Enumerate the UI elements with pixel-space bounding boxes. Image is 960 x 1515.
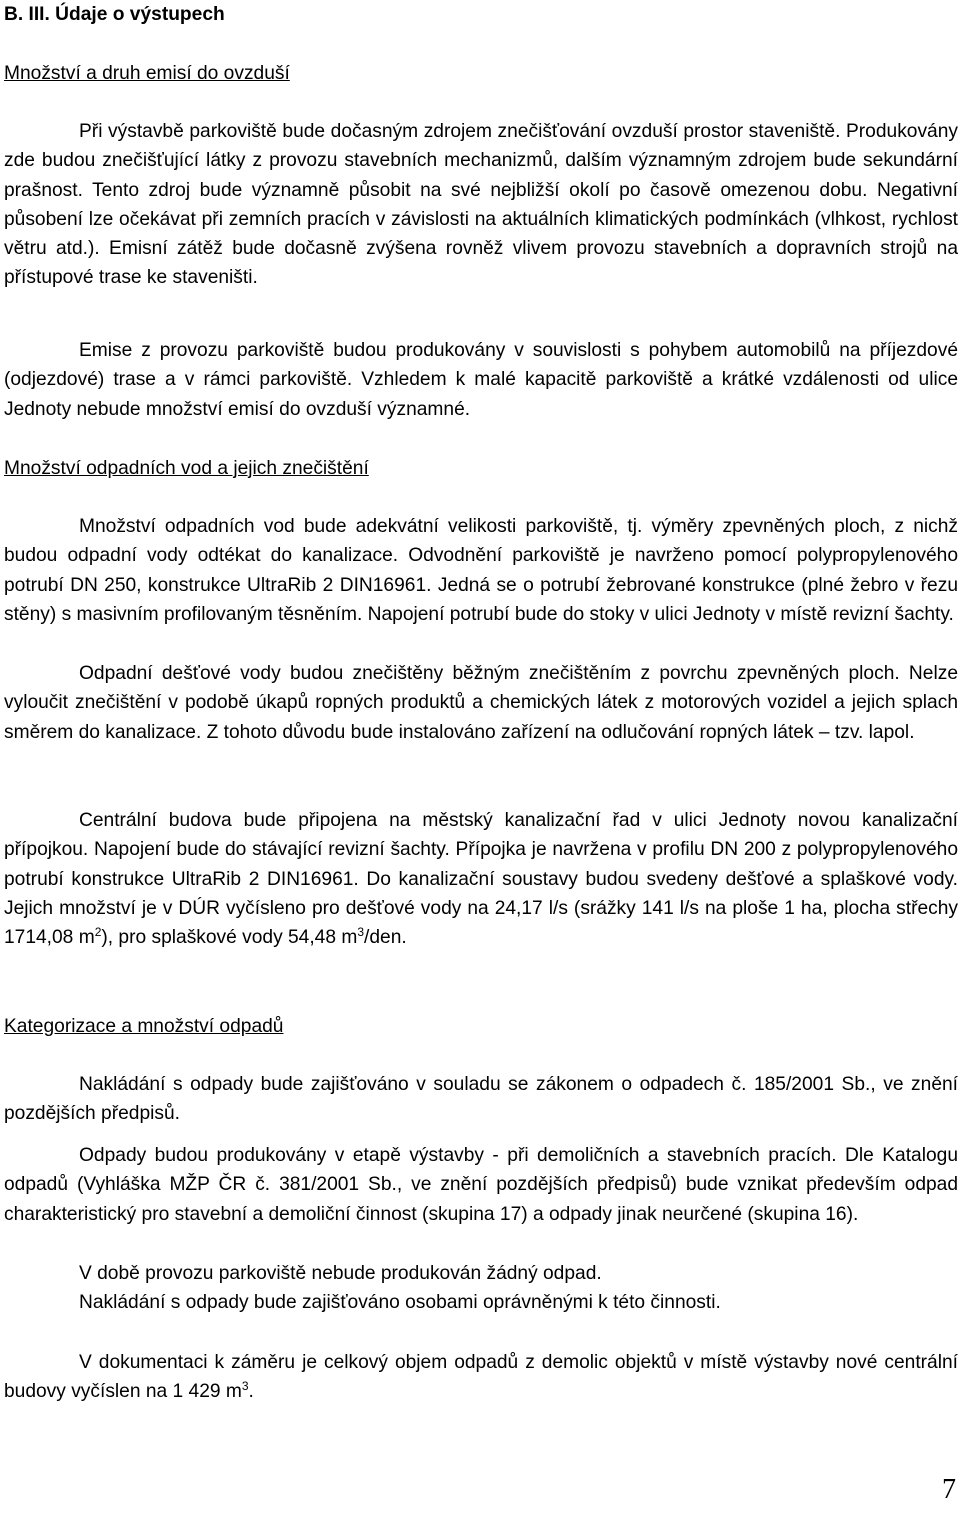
waste-paragraph-1: Nakládání s odpady bude zajišťováno v souladu se zákonem o odpadech č. 185/2001 Sb., ve znění pozdějších předpisů.	[4, 1074, 958, 1125]
section-heading: B. III. Údaje o výstupech	[4, 4, 225, 25]
emissions-heading: Množství a druh emisí do ovzduší	[4, 63, 290, 84]
wastewater-paragraph-1: Množství odpadních vod bude adekvátní velikosti parkoviště, tj. výměry zpevněných ploch, z nichž budou odpadní vody odtékat do kanalizace. Odvodnění parkoviště je navrženo pomocí polypropylenového potrubí DN 250, konstrukce UltraRib 2 DIN16961. Jedná se o potrubí žebrované konstrukce (plné žebro v řezu stěny) s masivním profilovaným těsněním. Napojení potrubí bude do stoky v ulici Jednoty v místě revizní šachty.	[4, 516, 958, 625]
wastewater-paragraph-3: Centrální budova bude připojena na městský kanalizační řad v ulici Jednoty novou kanalizační přípojkou. Napojení bude do stávající revizní šachty. Přípojka je navržena v profilu DN 200 z polypropylenového potrubí konstrukce UltraRib 2 DIN16961. Do kanalizační soustavy budou svedeny dešťové a splaškové vody. Jejich množství je v DÚR vyčísleno pro dešťové vody na 24,17 l/s (srážky 141 l/s na ploše 1 ha, plocha střechy 1714,08 $m^2$), pro splaškové vody 54,48 $m^3$/den.	[4, 810, 958, 949]
waste-paragraph-4: Nakládání s odpady bude zajišťováno osobami oprávněnými k této činnosti.	[79, 1292, 721, 1313]
waste-paragraph-2: Odpady budou produkovány v etapě výstavby - při demoličních a stavebních pracích. Dle Katalogu odpadů (Vyhláška MŽP ČR č. 381/2001 Sb., ve znění pozdějších předpisů) bude vznikat především odpad charakteristický pro stavební a demoliční činnost (skupina 17) a odpady jinak neurčené (skupina 16).	[4, 1145, 958, 1225]
wastewater-heading: Množství odpadních vod a jejich znečištění	[4, 458, 369, 479]
emissions-paragraph-1: Při výstavbě parkoviště bude dočasným zdrojem znečišťování ovzduší prostor staveniště. Produkovány zde budou znečišťující látky z provozu stavebních mechanizmů, dalším významným zdrojem bude sekundární prašnost. Tento zdroj bude významně působit na své nejbližší okolí po časově omezenou dobu. Negativní působení lze očekávat při zemních pracích v závislosti na aktuálních klimatických podmínkách (vlhkost, rychlost větru atd.). Emisní zátěž bude dočasně zvýšena rovněž vlivem provozu stavebních a dopravních strojů na přístupové trase ke staveništi.	[4, 121, 958, 289]
waste-heading: Kategorizace a množství odpadů	[4, 1016, 284, 1037]
wastewater-paragraph-2: Odpadní dešťové vody budou znečištěny běžným znečištěním z povrchu zpevněných ploch. Nelze vyloučit znečištění v podobě úkapů ropných produktů a chemických látek z motorových vozidel a jejich splach směrem do kanalizace. Z tohoto důvodu bude instalováno zařízení na odlučování ropných látek – tzv. lapol.	[4, 663, 958, 743]
waste-paragraph-3: V době provozu parkoviště nebude produkován žádný odpad.	[79, 1263, 602, 1284]
waste-paragraph-5: V dokumentaci k záměru je celkový objem odpadů z demolic objektů v místě výstavby nové centrální budovy vyčíslen na 1 429 $m^3$.	[4, 1352, 958, 1403]
page-number: 7	[942, 1474, 956, 1505]
emissions-paragraph-2: Emise z provozu parkoviště budou produkovány v souvislosti s pohybem automobilů na příjezdové (odjezdové) trase a v rámci parkoviště. Vzhledem k malé kapacitě parkoviště a krátké vzdálenosti od ulice Jednoty nebude množství emisí do ovzduší významné.	[4, 340, 958, 420]
